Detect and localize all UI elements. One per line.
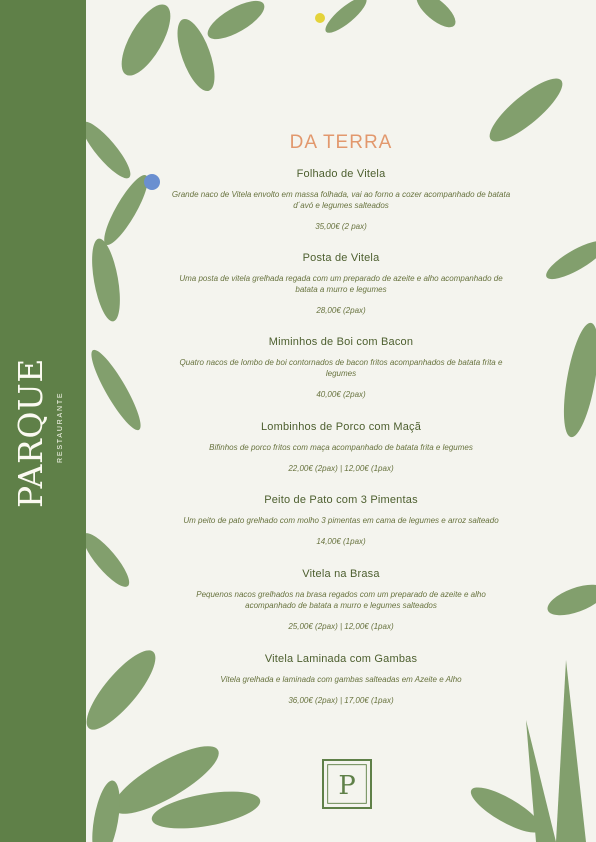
menu-item bbox=[86, 494, 596, 546]
menu-item bbox=[86, 336, 596, 399]
menu-item bbox=[86, 168, 596, 231]
menu-item bbox=[86, 421, 596, 473]
menu-item-name: Vitela Laminada com Gambas bbox=[264, 653, 418, 665]
menu-item-price: 28,00€ (2pax) bbox=[316, 306, 366, 315]
menu-item-price: 36,00€ (2pax) | 17,00€ (1pax) bbox=[288, 696, 394, 705]
sidebar-band bbox=[0, 0, 86, 842]
menu-item-name: Posta de Vitela bbox=[302, 252, 380, 264]
menu-item-name: Peito de Pato com 3 Pimentas bbox=[264, 494, 418, 506]
menu-item-name: Miminhos de Boi com Bacon bbox=[268, 336, 414, 348]
logo-letter: P bbox=[338, 771, 356, 802]
brand-subtitle: RESTAURANTE bbox=[57, 391, 64, 463]
brand-name: PARQUE bbox=[11, 358, 50, 508]
menu-item-description: Vitela grelhada e laminada com gambas salteadas em Azeite e Alho bbox=[220, 675, 462, 684]
menu-item-price: 40,00€ (2pax) bbox=[316, 390, 366, 399]
menu-item-name: Lombinhos de Porco com Maçã bbox=[260, 421, 422, 433]
menu-item bbox=[86, 568, 596, 631]
menu-item-price: 35,00€ (2 pax) bbox=[315, 222, 367, 231]
menu-item bbox=[86, 653, 596, 705]
menu-item bbox=[86, 252, 596, 315]
menu-item-description: Grande naco de Vitela envolto em massa folhada, vai ao forno a cozer acompanhado de batata d´avó e legumes salteados bbox=[171, 190, 511, 210]
menu-item-name: Vitela na Brasa bbox=[302, 568, 380, 580]
menu-item-description: Pequenos nacos grelhados na brasa regados com um preparado de azeite e alho acompanhado de batata a murro e legumes salteados bbox=[196, 590, 486, 610]
section-title: DA TERRA bbox=[289, 132, 393, 153]
menu-item-price: 22,00€ (2pax) | 12,00€ (1pax) bbox=[288, 464, 394, 473]
menu-item-price: 14,00€ (1pax) bbox=[316, 537, 366, 546]
menu-item-description: Quatro nacos de lombo de boi contornados de bacon fritos acompanhados de batata frita e legumes bbox=[179, 358, 503, 378]
menu-item-name: Folhado de Vitela bbox=[296, 168, 386, 180]
menu-item-price: 25,00€ (2pax) | 12,00€ (1pax) bbox=[288, 622, 394, 631]
menu-page bbox=[86, 0, 596, 842]
parque-logo-icon bbox=[322, 759, 372, 809]
menu-item-description: Uma posta de vitela grelhada regada com um preparado de azeite e alho acompanhado de batata a murro e legumes bbox=[179, 274, 503, 294]
menu-item-description: Um peito de pato grelhado com molho 3 pimentas em cama de legumes e arroz salteado bbox=[183, 516, 499, 525]
brand-logo bbox=[11, 338, 70, 508]
menu-item-description: Bifinhos de porco fritos com maça acompanhado de batata frita e legumes bbox=[209, 443, 473, 452]
